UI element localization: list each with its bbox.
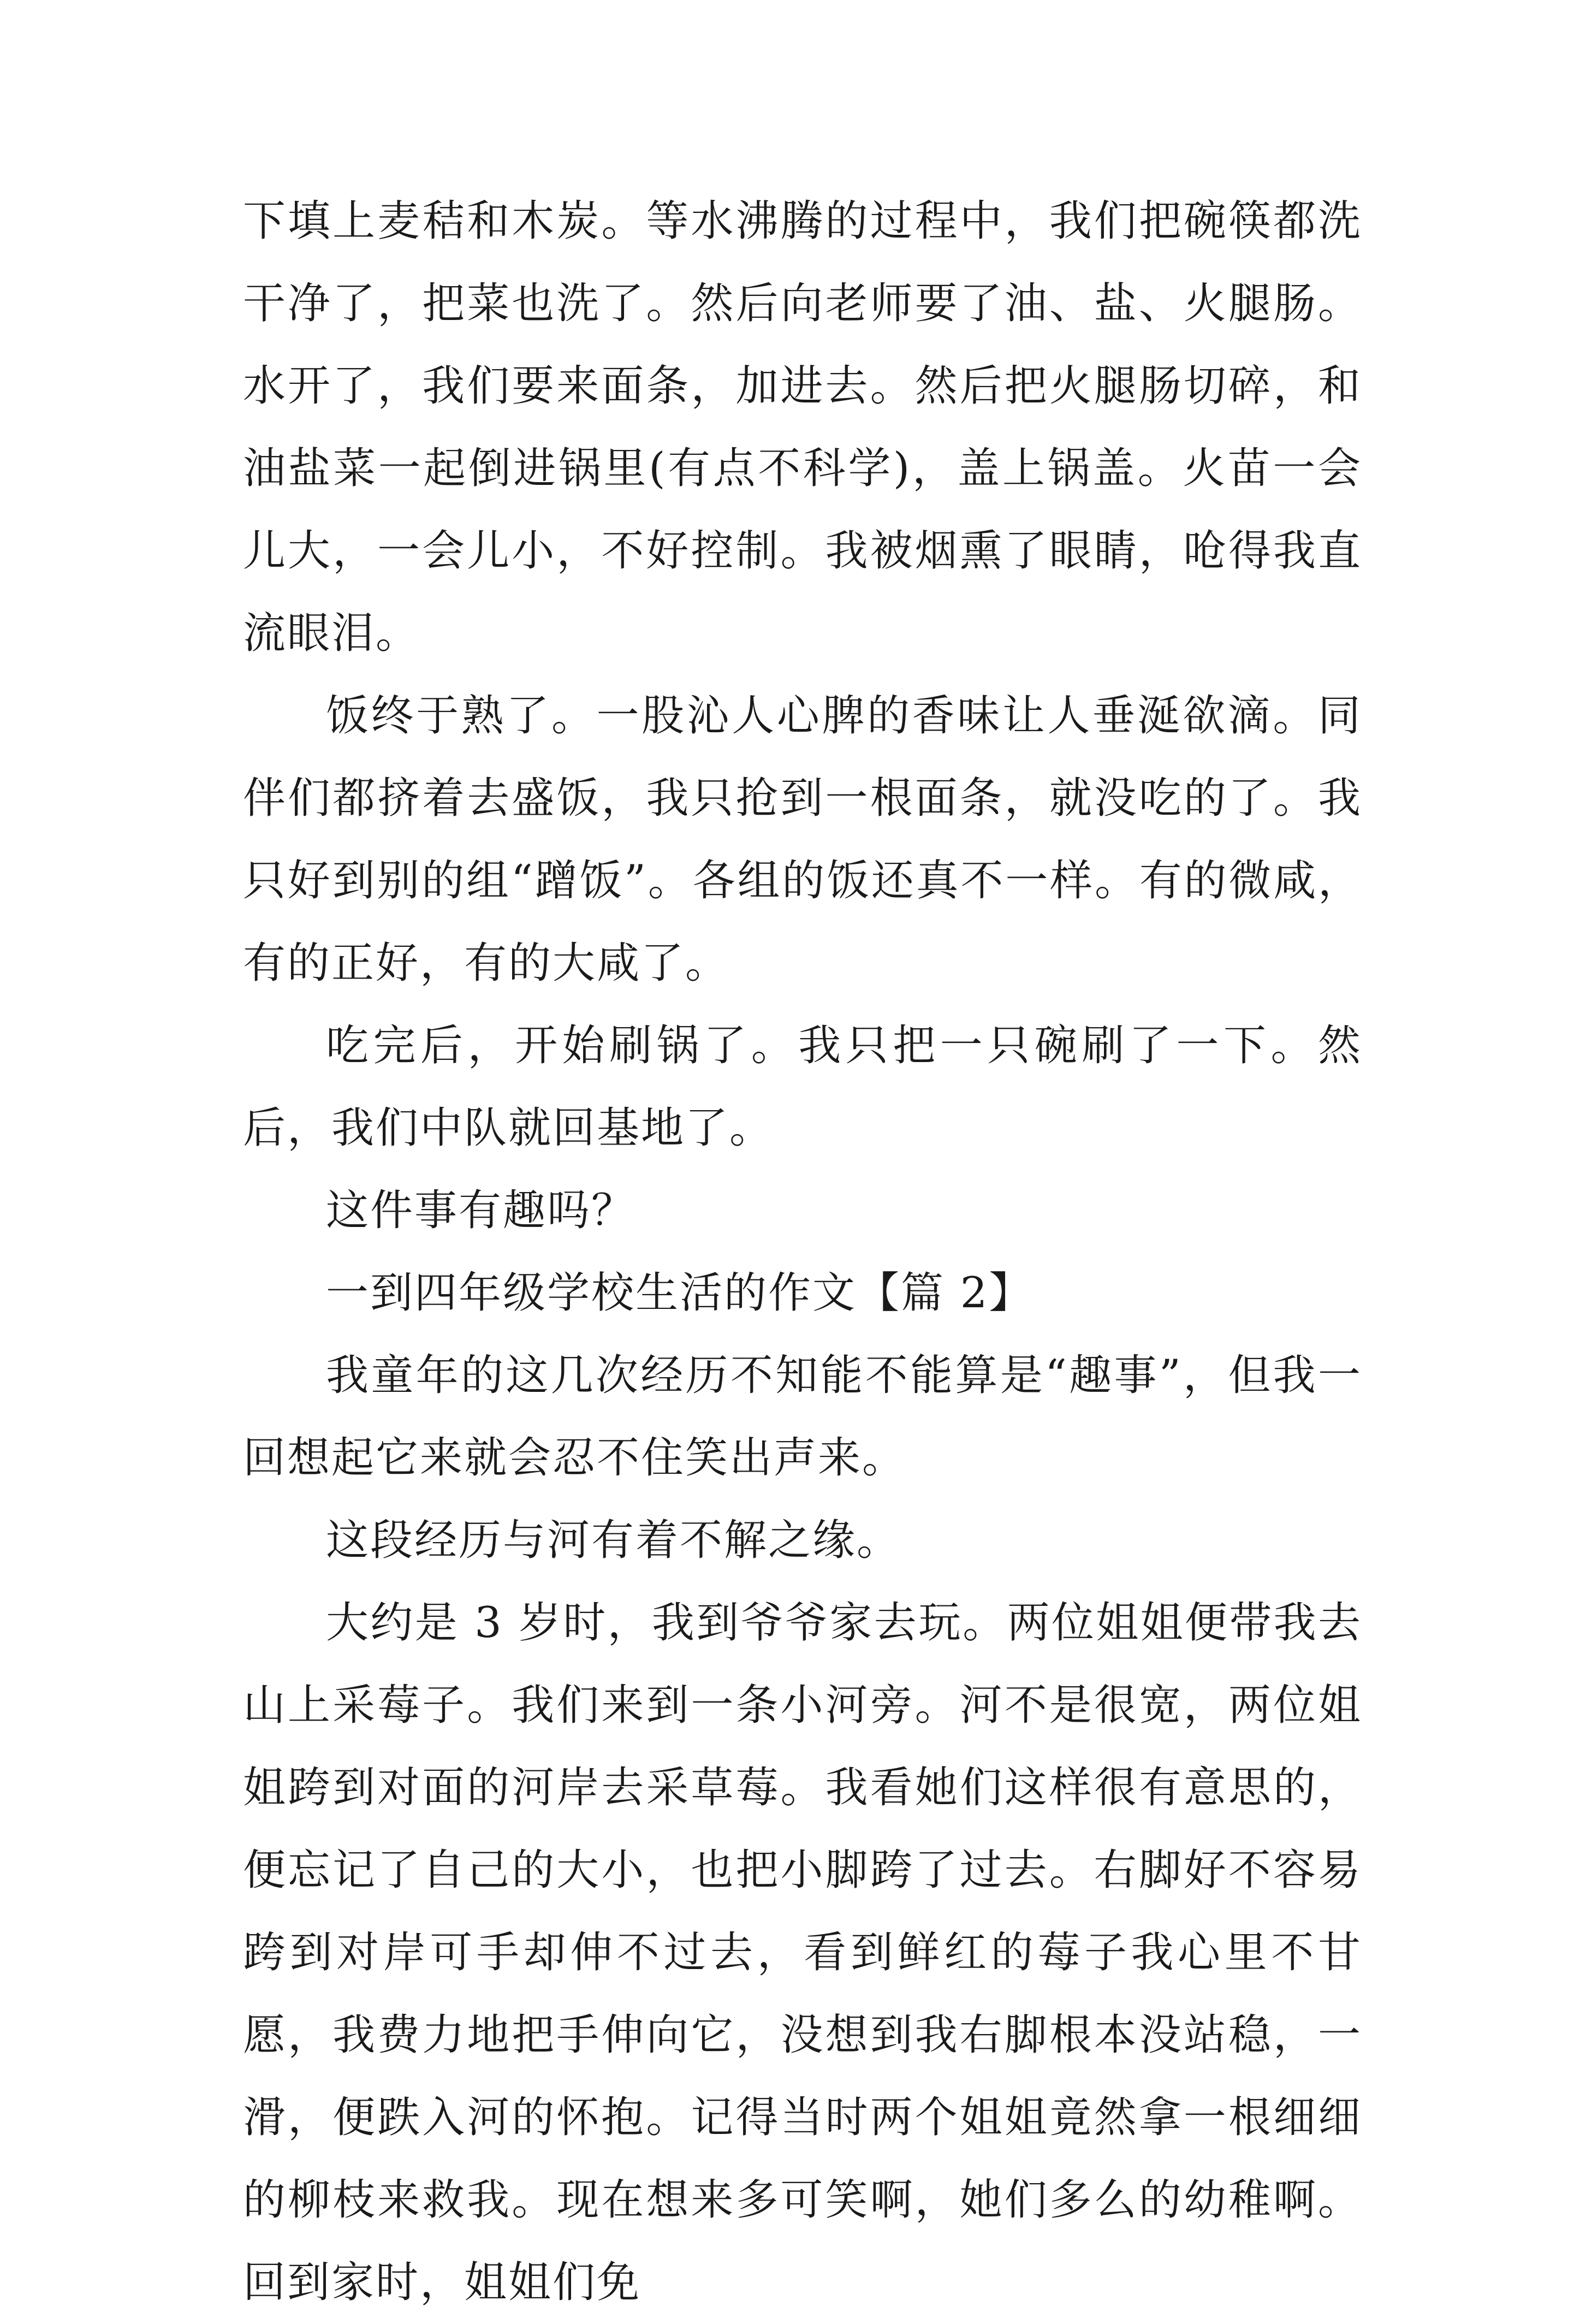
document-body	[243, 180, 1362, 2324]
paragraph-4: 这件事有趣吗？	[326, 1186, 636, 1235]
paragraph-3: 吃完后，开始刷锅了。我只把一只碗刷了一下。然后，我们中队就回基地了。	[243, 1021, 1362, 1153]
paragraph-6: 这段经历与河有着不解之缘。	[326, 1516, 901, 1565]
paragraph-7: 大约是 3 岁时，我到爷爷家去玩。两位姐姐便带我去山上采莓子。我们来到一条小河旁。河不是很宽，两位姐姐跨到对面的河岸去采草莓。我看她们这样很有意思的，便忘记了自己的大小，也把小脚跨了过去。右脚好不容易跨到对岸可手却伸不过去，看到鲜红的莓子我心里不甘愿，我费力地把手伸向它，没想到我右脚根本没站稳，一滑，便跌入河的怀抱。记得当时两个姐姐竟然拿一根细细的柳枝来救我。现在想来多可笑啊，她们多么的幼稚啊。回到家时，姐姐们免	[243, 1598, 1362, 2307]
paragraph-1: 下填上麦秸和木炭。等水沸腾的过程中，我们把碗筷都洗干净了，把菜也洗了。然后向老师要了油、盐、火腿肠。水开了，我们要来面条，加进去。然后把火腿肠切碎，和油盐菜一起倒进锅里(有点不科学)，盖上锅盖。火苗一会儿大，一会儿小，不好控制。我被烟熏了眼睛，呛得我直流眼泪。	[243, 197, 1362, 658]
paragraph-5: 我童年的这几次经历不知能不能算是“趣事”，但我一回想起它来就会忍不住笑出声来。	[243, 1351, 1362, 1483]
paragraph-2: 饭终于熟了。一股沁人心脾的香味让人垂涎欲滴。同伴们都挤着去盛饭，我只抢到一根面条，就没吃的了。我只好到别的组“蹭饭”。各组的饭还真不一样。有的微咸，有的正好，有的大咸了。	[243, 691, 1362, 988]
section-heading: 一到四年级学校生活的作文【篇 2】	[326, 1268, 1033, 1318]
